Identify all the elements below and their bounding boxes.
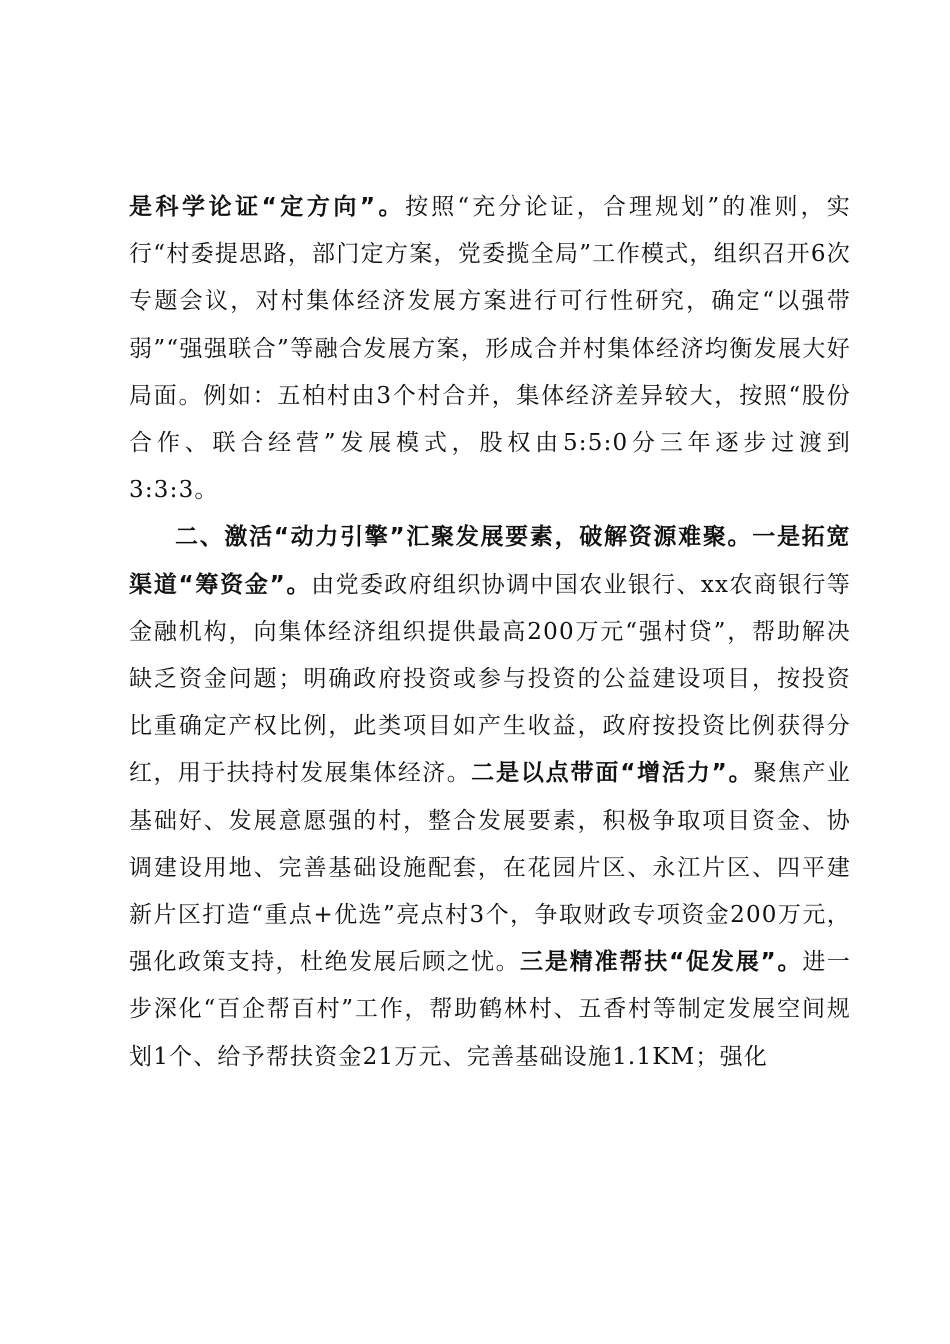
paragraph-1	[129, 184, 851, 514]
paragraph-1-text: 按照“充分论证，合理规划”的准则，实行“村委提思路，部门定方案，党委揽全局”工作模式，组织召开6次专题会议，对村集体经济发展方案进行可行性研究，确定“以强带弱”“强强联合”等融合发展方案，形成合并村集体经济均衡发展大好局面。例如：五柏村由3个村合并，集体经济差异较大，按照“股份合作、联合经营”发展模式，股权由5:5:0分三年逐步过渡到3:3:3。	[129, 194, 851, 504]
paragraph-2	[129, 514, 851, 1080]
subpoint-2-heading: 二是以点带面“增活力”。	[471, 760, 754, 787]
paragraph-1-lead: 是科学论证“定方向”。	[129, 194, 406, 220]
subpoint-3-heading: 三是精准帮扶“促发展”。	[520, 949, 803, 976]
document-body	[129, 184, 851, 1081]
paragraph-2-text-1: 由党委政府组织协调中国农业银行、xx农商银行等金融机构，向集体经济组织提供最高200万元“强村贷”，帮助解决缺乏资金问题；明确政府投资或参与投资的公益建设项目，按投资比重确定产权比例，此类项目如产生收益，政府按投资比例获得分红，用于扶持村发展集体经济。	[129, 571, 851, 787]
section-heading: 二、激活“动力引擎”汇聚发展要素，破解资源难聚。一是拓宽渠道“筹资金”。	[129, 524, 851, 598]
paragraph-2-text-2: 聚焦产业基础好、发展意愿强的村，整合发展要素，积极争取项目资金、协调建设用地、完善基础设施配套，在花园片区、永江片区、四平建新片区打造“重点+优选”亮点村3个，争取财政专项资金200万元，强化政策支持，杜绝发展后顾之忧。	[129, 760, 851, 976]
paragraph-2-text-3: 进一步深化“百企帮百村”工作，帮助鹤林村、五香村等制定发展空间规划1个、给予帮扶资金21万元、完善基础设施1.1KM；强化	[129, 949, 851, 1070]
